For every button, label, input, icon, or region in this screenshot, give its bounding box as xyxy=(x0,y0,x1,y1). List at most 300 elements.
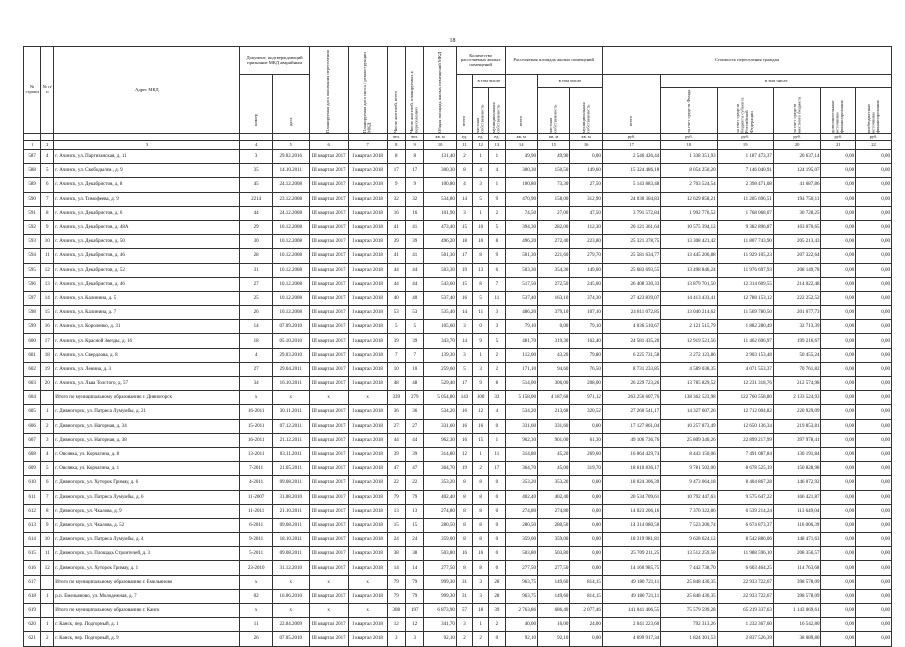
table-cell: 201 077,73 xyxy=(773,306,821,320)
table-cell: 8 xyxy=(473,476,489,490)
table-cell: III квартал 2017 xyxy=(309,518,348,532)
table-cell: 3 xyxy=(456,618,472,632)
table-cell: 7-2011 xyxy=(240,462,272,476)
table-cell: 11 xyxy=(489,291,505,305)
table-cell: 114 763,68 xyxy=(773,561,821,575)
table-cell: 0,00 xyxy=(821,618,856,632)
table-cell: 8 xyxy=(456,533,472,547)
table-cell: 2 xyxy=(41,419,54,433)
table-cell: 0,00 xyxy=(821,504,856,518)
table-cell: 8 xyxy=(473,277,489,291)
table-cell: 0,00 xyxy=(821,604,856,618)
table-cell: 19 xyxy=(456,462,472,476)
table-cell: 517,50 xyxy=(505,277,537,291)
table-cell: 4 699 917,34 xyxy=(602,632,660,646)
table-cell: 207 322,64 xyxy=(773,249,821,263)
table-cell: 1 768 068,07 xyxy=(717,206,773,220)
table-cell: 07.12.2011 xyxy=(272,419,309,433)
table-cell: 32 xyxy=(387,192,405,206)
table-cell: 8 xyxy=(41,206,54,220)
header-doc-number: номер xyxy=(240,75,272,134)
table-cell: 0,00 xyxy=(821,291,856,305)
table-cell: г. Ачинск, ул. Декабристов, д. 46 xyxy=(54,249,240,263)
table-cell: 331,60 xyxy=(505,419,537,433)
table-cell: 0,00 xyxy=(856,277,892,291)
table-cell: III квартал 2017 xyxy=(309,462,348,476)
column-number-cell: 9 xyxy=(406,141,424,150)
table-cell: 14 xyxy=(456,306,472,320)
table-cell: x xyxy=(272,604,309,618)
table-cell: I квартал 2018 xyxy=(348,178,387,192)
table-cell: 17 xyxy=(387,164,405,178)
table-cell: 18.10.2011 xyxy=(272,533,309,547)
table-row xyxy=(24,433,892,447)
table-cell: 24 xyxy=(406,533,424,547)
table-cell: г. Дивногорск, ул. Чкалова, д. 9 xyxy=(54,504,240,518)
table-cell: 19 xyxy=(456,263,472,277)
table-cell: 1 xyxy=(489,433,505,447)
table-cell: I квартал 2018 xyxy=(348,433,387,447)
table-cell: 09.08.2011 xyxy=(272,476,309,490)
table-cell: 7 146 040,91 xyxy=(717,164,773,178)
table-cell: 12 712 004,82 xyxy=(717,405,773,419)
table-cell: 150,50 xyxy=(537,164,569,178)
table-cell: 279,70 xyxy=(570,249,602,263)
table-cell: 220 929,09 xyxy=(773,405,821,419)
table-cell: 0,00 xyxy=(856,405,892,419)
table-cell: 603 xyxy=(24,377,41,391)
table-cell: 113 649,04 xyxy=(773,504,821,518)
table-cell: 25 321 378,75 xyxy=(602,235,660,249)
table-row xyxy=(24,249,892,263)
header-rooms-total: всего xyxy=(456,75,472,134)
table-cell: 76,50 xyxy=(570,362,602,376)
unit-cell: руб. xyxy=(717,134,773,141)
table-cell: 11 569 780,50 xyxy=(717,306,773,320)
table-cell: 0,00 xyxy=(821,447,856,461)
table-cell: 25 683 693,55 xyxy=(602,263,660,277)
table-cell: 0,00 xyxy=(856,263,892,277)
table-cell: 279 xyxy=(406,391,424,405)
table-row xyxy=(24,164,892,178)
table-cell: 0,00 xyxy=(856,419,892,433)
table-cell: 92,10 xyxy=(505,632,537,646)
table-row xyxy=(24,277,892,291)
table-cell: 9 xyxy=(406,178,424,192)
table-cell: 6 xyxy=(41,476,54,490)
table-cell: 221,60 xyxy=(537,249,569,263)
table-cell: 10 xyxy=(473,235,489,249)
table-cell: 10.12.2008 xyxy=(272,220,309,234)
table-cell: 16.06.2010 xyxy=(272,589,309,603)
table-cell: 41 xyxy=(406,249,424,263)
table-cell: 593 xyxy=(24,235,41,249)
table-cell: x xyxy=(272,391,309,405)
table-cell: 70 761,82 xyxy=(773,362,821,376)
table-cell: 15 xyxy=(473,433,489,447)
table-cell: 17 xyxy=(456,377,472,391)
table-cell: 0 xyxy=(489,476,505,490)
table-cell: 18 xyxy=(240,334,272,348)
table-cell: 12 xyxy=(387,618,405,632)
table-cell: 481,70 xyxy=(505,334,537,348)
table-cell: 5 xyxy=(489,220,505,234)
table-cell: I квартал 2018 xyxy=(348,277,387,291)
table-cell: 48 xyxy=(387,377,405,391)
table-cell: III квартал 2017 xyxy=(309,220,348,234)
table-cell: 39 xyxy=(387,235,405,249)
table-cell: 5 xyxy=(473,291,489,305)
table-cell: 263 256 607,76 xyxy=(602,391,660,405)
header-municipal2: муниципальная собственность xyxy=(570,88,602,134)
table-cell: 0,00 xyxy=(570,150,602,164)
table-cell: 18 319 981,81 xyxy=(602,533,660,547)
table-cell: 259,60 xyxy=(424,362,456,376)
table-cell: 49,90 xyxy=(537,150,569,164)
table-cell: 101,90 xyxy=(424,206,456,220)
table-cell: 280,50 xyxy=(537,518,569,532)
table-cell: 24,00 xyxy=(570,618,602,632)
table-cell: 0,00 xyxy=(821,362,856,376)
table-cell: 331,60 xyxy=(537,419,569,433)
table-cell: 0,00 xyxy=(537,320,569,334)
table-cell: 609 xyxy=(24,462,41,476)
table-cell: 7 523 200,74 xyxy=(661,518,717,532)
table-cell: 2 546 426,44 xyxy=(602,150,660,164)
unit-cell: кв. м xyxy=(537,134,569,141)
table-cell: 18 xyxy=(473,604,489,618)
table-cell: 149,60 xyxy=(537,575,569,589)
header-residents-planned: Число жителей, планируемых к переселению xyxy=(406,47,424,134)
table-cell: 10.12.2008 xyxy=(272,235,309,249)
table-cell: 2 903 153,48 xyxy=(717,348,773,362)
table-cell: 0 xyxy=(489,533,505,547)
table-cell: 208 356,57 xyxy=(773,547,821,561)
table-cell: 25 848 430,35 xyxy=(661,589,717,603)
table-cell: 4 036 510,67 xyxy=(602,320,660,334)
table-cell: 0,00 xyxy=(821,192,856,206)
table-cell: 16-2011 xyxy=(240,405,272,419)
table-cell: I квартал 2018 xyxy=(348,220,387,234)
table-cell: III квартал 2017 xyxy=(309,476,348,490)
table-cell: 20 xyxy=(41,377,54,391)
table-cell: 5 xyxy=(473,192,489,206)
header-residents: Число жителей, всего xyxy=(387,47,405,134)
table-cell: III квартал 2017 xyxy=(309,547,348,561)
table-cell: 39 xyxy=(406,447,424,461)
table-cell: 41 xyxy=(406,220,424,234)
table-cell: 11 929 105,23 xyxy=(717,249,773,263)
table-cell: 166 421,87 xyxy=(773,490,821,504)
table-cell: 0,00 xyxy=(821,377,856,391)
table-cell: 529,40 xyxy=(424,377,456,391)
table-cell: 124 195,07 xyxy=(773,164,821,178)
table-cell: 39 xyxy=(489,604,505,618)
table-cell: 44 xyxy=(406,263,424,277)
table-cell: 245,00 xyxy=(570,277,602,291)
unit-cell xyxy=(240,134,272,141)
table-cell: 611 xyxy=(24,490,41,504)
table-cell: 8 542 886,06 xyxy=(717,533,773,547)
table-cell: 45,00 xyxy=(537,462,569,476)
table-cell: 20 121 361,64 xyxy=(602,220,660,234)
header-area-total2: всего xyxy=(505,75,537,134)
table-cell: 22 xyxy=(387,476,405,490)
table-cell: 0,00 xyxy=(821,433,856,447)
table-cell: 534,80 xyxy=(424,192,456,206)
table-cell: 3 xyxy=(473,362,489,376)
column-number-cell: 18 xyxy=(661,141,717,150)
table-cell: 0,00 xyxy=(821,405,856,419)
table-cell: 277,50 xyxy=(505,561,537,575)
table-cell: 24.12.2008 xyxy=(272,206,309,220)
unit-cell: руб. xyxy=(773,134,821,141)
table-cell: 686,40 xyxy=(537,604,569,618)
table-cell: 16-2011 xyxy=(240,433,272,447)
table-cell: 38 xyxy=(406,547,424,561)
table-cell: 8 054 250,20 xyxy=(661,164,717,178)
table-cell: 618 xyxy=(24,589,41,603)
table-cell: 339 xyxy=(387,391,405,405)
unit-cell: ед. xyxy=(473,134,489,141)
table-cell: 319,70 xyxy=(570,462,602,476)
table-cell: 0,00 xyxy=(821,348,856,362)
table-cell: 27,00 xyxy=(537,206,569,220)
table-cell: 592 xyxy=(24,220,41,234)
table-cell: 25 848 430,35 xyxy=(661,575,717,589)
table-cell: 105,60 xyxy=(424,320,456,334)
header-cost-total: всего xyxy=(602,75,660,134)
table-cell: 605 xyxy=(24,405,41,419)
table-cell: 11-2007 xyxy=(240,490,272,504)
table-cell: I квартал 2018 xyxy=(348,334,387,348)
table-cell: 13 879 701,50 xyxy=(661,277,717,291)
table-cell: 2 077,46 xyxy=(570,604,602,618)
table-cell: 814,15 xyxy=(570,575,602,589)
table-cell: 1 992 776,52 xyxy=(661,206,717,220)
table-cell: 13-2011 xyxy=(240,447,272,461)
table-row xyxy=(24,419,892,433)
table-cell: 7 xyxy=(41,192,54,206)
table-cell: 20 534 709,61 xyxy=(602,490,660,504)
column-number-cell: 17 xyxy=(602,141,660,150)
table-cell: 320,52 xyxy=(570,405,602,419)
table-cell: 39 xyxy=(406,235,424,249)
header-municipal: муниципальная собственность xyxy=(489,88,505,134)
header-extra: дополнительные источники финансирования xyxy=(821,88,856,134)
table-cell: 49,90 xyxy=(505,150,537,164)
column-number-cell: 10 xyxy=(424,141,456,150)
header-address: Адрес МКД xyxy=(54,47,240,134)
table-cell: г. Дивногорск, ул. Нагорная, д. 34 xyxy=(54,419,240,433)
table-cell: 44 xyxy=(240,206,272,220)
table-cell: 282,00 xyxy=(537,220,569,234)
table-cell: 3 xyxy=(473,575,489,589)
table-row xyxy=(24,263,892,277)
table-cell: 14 023 206,16 xyxy=(602,504,660,518)
table-cell: 277,50 xyxy=(424,561,456,575)
table-cell: 9 xyxy=(489,192,505,206)
table-cell: 331,60 xyxy=(424,419,456,433)
table-cell: 09.08.2011 xyxy=(272,547,309,561)
table-cell: III квартал 2017 xyxy=(309,320,348,334)
table-cell: 21.05.2011 xyxy=(272,462,309,476)
table-cell: 11-2011 xyxy=(240,504,272,518)
table-cell: 8 xyxy=(473,533,489,547)
table-row xyxy=(24,377,892,391)
table-cell: 39 xyxy=(387,334,405,348)
table-row xyxy=(24,518,892,532)
table-row xyxy=(24,504,892,518)
column-number-cell: 3 xyxy=(54,141,240,150)
table-cell: 0,00 xyxy=(821,533,856,547)
table-cell: 44 xyxy=(387,263,405,277)
table-cell: 07.05.2010 xyxy=(272,632,309,646)
table-cell: 0,00 xyxy=(856,447,892,461)
table-cell: 0,00 xyxy=(821,306,856,320)
table-cell: 2214 xyxy=(240,192,272,206)
table-cell: 590 xyxy=(24,192,41,206)
table-cell: III квартал 2017 xyxy=(309,348,348,362)
table-cell: 5 054,80 xyxy=(424,391,456,405)
header-doc-date: дата xyxy=(272,75,309,134)
table-cell: 14 314 080,50 xyxy=(602,518,660,532)
table-cell: 12 xyxy=(41,561,54,575)
page-number: 18 xyxy=(449,38,456,44)
table-cell: 194 750,11 xyxy=(773,192,821,206)
table-cell: 314,80 xyxy=(505,447,537,461)
table-cell: 205 213,43 xyxy=(773,235,821,249)
table-cell: 28 xyxy=(489,589,505,603)
table-cell: 0 xyxy=(473,320,489,334)
table-cell: 212 574,98 xyxy=(773,377,821,391)
table-cell: x xyxy=(348,391,387,405)
column-number-cell: 12 xyxy=(473,141,489,150)
table-cell: 31.12.2010 xyxy=(272,561,309,575)
table-cell: 11 988 596,10 xyxy=(717,547,773,561)
table-cell: III квартал 2017 xyxy=(309,362,348,376)
table-cell: 149,60 xyxy=(570,164,602,178)
table-cell: 0 xyxy=(489,419,505,433)
table-cell: 9 575 647,22 xyxy=(717,490,773,504)
column-number-cell: 8 xyxy=(387,141,405,150)
table-cell: 53 xyxy=(406,306,424,320)
table-cell: г. Дивногорск, ул. Нагорная, д. 38 xyxy=(54,433,240,447)
table-cell: Итого по муниципальному образованию г. Емельяново xyxy=(54,575,240,589)
table-cell: 8 xyxy=(456,164,472,178)
table-cell: 12 xyxy=(41,263,54,277)
table-cell: 0,00 xyxy=(821,419,856,433)
table-cell: 595 xyxy=(24,263,41,277)
table-cell: 41 687,86 xyxy=(773,178,821,192)
unit-cell xyxy=(24,134,41,141)
table-cell: 398 578,09 xyxy=(773,575,821,589)
table-cell: 44 xyxy=(387,277,405,291)
table-cell: 3 xyxy=(473,589,489,603)
table-cell: 11 205 696,51 xyxy=(717,192,773,206)
table-cell: 44 xyxy=(406,277,424,291)
table-cell: 0,00 xyxy=(856,291,892,305)
table-cell: 4 xyxy=(473,164,489,178)
table-cell: 16 542,80 xyxy=(773,618,821,632)
table-cell: 61,30 xyxy=(570,433,602,447)
table-cell: р.п. Емельяново, ул. Молодежная, д. 7 xyxy=(54,589,240,603)
table-cell: 208 149,78 xyxy=(773,263,821,277)
table-cell: 274,80 xyxy=(505,504,537,518)
table-cell: 12 xyxy=(406,618,424,632)
unit-cell xyxy=(348,134,387,141)
column-number-cell: 11 xyxy=(456,141,472,150)
table-cell: 11 xyxy=(473,306,489,320)
column-number-cell: 1 xyxy=(24,141,41,150)
table-cell: 615 xyxy=(24,547,41,561)
table-cell: 359,00 xyxy=(537,533,569,547)
table-cell: 21.10.2011 xyxy=(272,504,309,518)
table-cell: 222 252,52 xyxy=(773,291,821,305)
table-cell: 13 785 829,52 xyxy=(661,377,717,391)
table-cell: 814,15 xyxy=(570,589,602,603)
table-cell: 353,20 xyxy=(505,476,537,490)
table-cell: x xyxy=(240,391,272,405)
table-cell: I квартал 2018 xyxy=(348,164,387,178)
table-row xyxy=(24,178,892,192)
table-cell: 16.10.2011 xyxy=(272,377,309,391)
table-cell: 0,00 xyxy=(856,547,892,561)
table-cell: 27 xyxy=(387,419,405,433)
unit-cell: руб. xyxy=(821,134,856,141)
table-cell: 0,00 xyxy=(821,561,856,575)
table-cell: 374,30 xyxy=(570,291,602,305)
table-cell: 10.12.2008 xyxy=(272,291,309,305)
table-row xyxy=(24,150,892,164)
table-cell: 10 xyxy=(406,362,424,376)
table-cell: 486,20 xyxy=(505,306,537,320)
table-cell: I квартал 2018 xyxy=(348,462,387,476)
table-row xyxy=(24,405,892,419)
table-cell: г. Дивногорск, ул. Хуторок Гримау, д. 1 xyxy=(54,561,240,575)
table-cell: 8 443 150,06 xyxy=(661,447,717,461)
table-cell: 607 xyxy=(24,433,41,447)
table-cell: 359,00 xyxy=(424,533,456,547)
table-cell: I квартал 2018 xyxy=(348,291,387,305)
table-row xyxy=(24,220,892,234)
table-cell: III квартал 2017 xyxy=(309,533,348,547)
table-cell: I квартал 2018 xyxy=(348,447,387,461)
unit-cell: кв. м xyxy=(505,134,537,141)
table-cell: 7 xyxy=(41,490,54,504)
table-cell: 10 257 873,49 xyxy=(661,419,717,433)
table-cell: 73,30 xyxy=(537,178,569,192)
table-cell: 0,00 xyxy=(821,391,856,405)
table-cell: г. Ачинск, ул. Партизанская, д. 11 xyxy=(54,150,240,164)
table-cell: I квартал 2018 xyxy=(348,490,387,504)
table-cell: 587 xyxy=(24,150,41,164)
unit-cell: кв. м xyxy=(570,134,602,141)
table-cell: г. Ачинск, ул. Декабристов, д. 46 xyxy=(54,277,240,291)
table-cell: 208,00 xyxy=(570,377,602,391)
table-cell: 39 xyxy=(387,447,405,461)
table-cell: 604 xyxy=(24,391,41,405)
header-planned-end: Планируемая дата окончания переселения xyxy=(309,47,348,134)
table-cell: 0,00 xyxy=(856,220,892,234)
table-cell: 503,30 xyxy=(424,263,456,277)
table-cell: 17 127 861,04 xyxy=(602,419,660,433)
table-cell: I квартал 2018 xyxy=(348,235,387,249)
table-cell: 353,20 xyxy=(424,476,456,490)
unit-cell: чел. xyxy=(406,134,424,141)
table-cell: 0 xyxy=(489,547,505,561)
table-cell: III квартал 2017 xyxy=(309,504,348,518)
